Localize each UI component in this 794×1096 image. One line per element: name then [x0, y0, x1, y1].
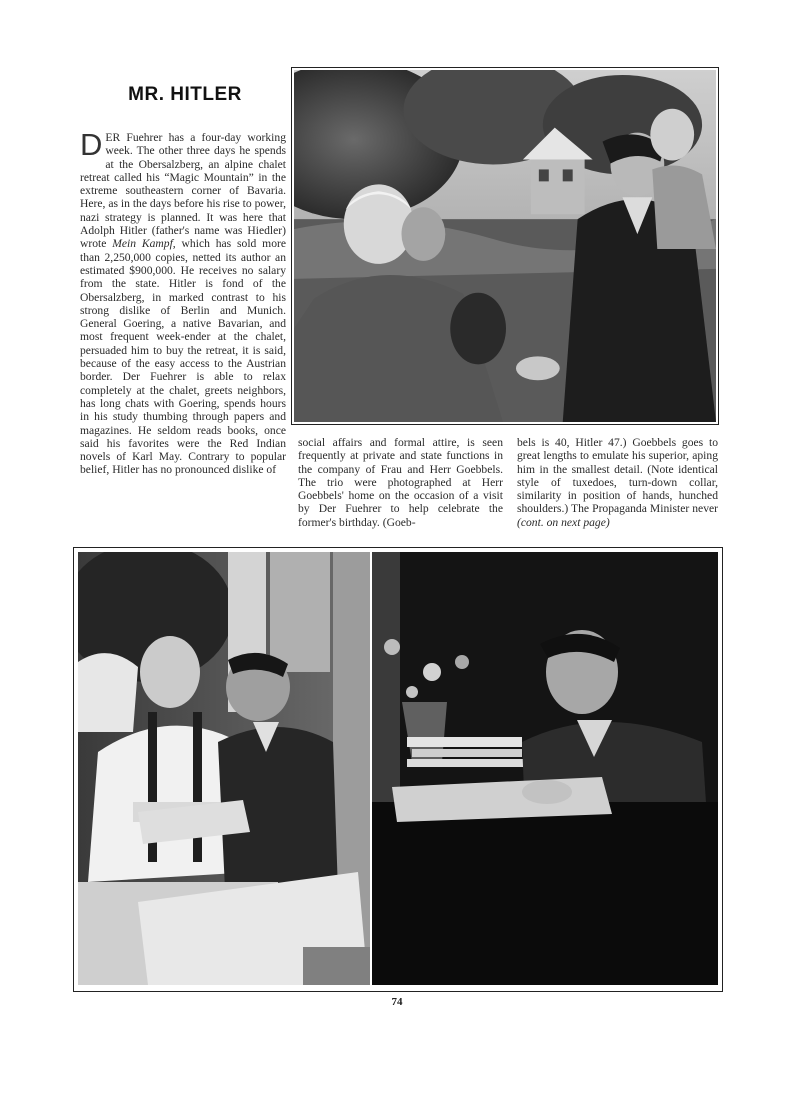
photo-reading-with-goering [78, 552, 370, 985]
top-photo-frame [291, 67, 719, 425]
column-3-text: bels is 40, Hitler 47.) Goebbels goes to great lengths to emulate his superior, aping him in the smallest detail. (Note identical style of tuxedoes, turn-down collar, similarity in position of hands, hunched shoulders.) The Propaganda Minister never [517, 436, 718, 516]
drop-cap: D [80, 127, 103, 162]
page-number: 74 [391, 996, 403, 1008]
continued-note: (cont. on next page) [517, 515, 610, 529]
photo-reading-image [78, 552, 370, 985]
photo-handshake-image [294, 70, 716, 422]
bottom-photo-frame [73, 547, 723, 992]
article-column-2: social affairs and formal attire, is seen frequently at private and state functions in the company of Frau and Herr Goebbels. The trio were photographed at Herr Goebbels' home on the occasion of a visit by Der Fuehrer to help celebrate the former's birthday. (Goeb- [298, 436, 503, 529]
article-title: MR. HITLER [128, 84, 242, 105]
article-column-1 [80, 127, 286, 477]
photo-handshake-outdoors [294, 70, 716, 422]
photo-desk-image [372, 552, 718, 985]
book-title: Mein Kampf, [112, 237, 176, 251]
photo-hitler-reading [372, 552, 718, 985]
column-1-rest-text: which has sold more than 2,250,000 copies, netted its author an estimated $900,000. He receives no salary from the state. Hitler is fond of the Obersalzberg, in marked contrast to his strong dislike of Berlin and Munich. General Goering, a native Bavarian, and most frequent week-ender at the chalet, persuaded him to buy the retreat, it is said, because of the easy access to the Austrian border. Der Fuehrer is able to relax completely at the chalet, greets neighbors, has long chats with Goering, spends hours in his study thumbing through papers and magazines. He seldom reads books, once said his favorites were the Red Indian novels of Karl May. Contrary to popular belief, Hitler has no pronounced dislike of [80, 237, 286, 477]
article-column-3 [517, 436, 718, 529]
column-1-lead-text: ER Fuehrer has a four-day working week. The other three days he spends at the Obersalzberg, an alpine chalet retreat called his “Magic Mountain” in the extreme southeastern corner of Bavaria. Here, as in the days before his rise to power, nazi strategy is planned. It was here that Adolph Hitler (father's name was Hiedler) wrote [80, 131, 286, 251]
